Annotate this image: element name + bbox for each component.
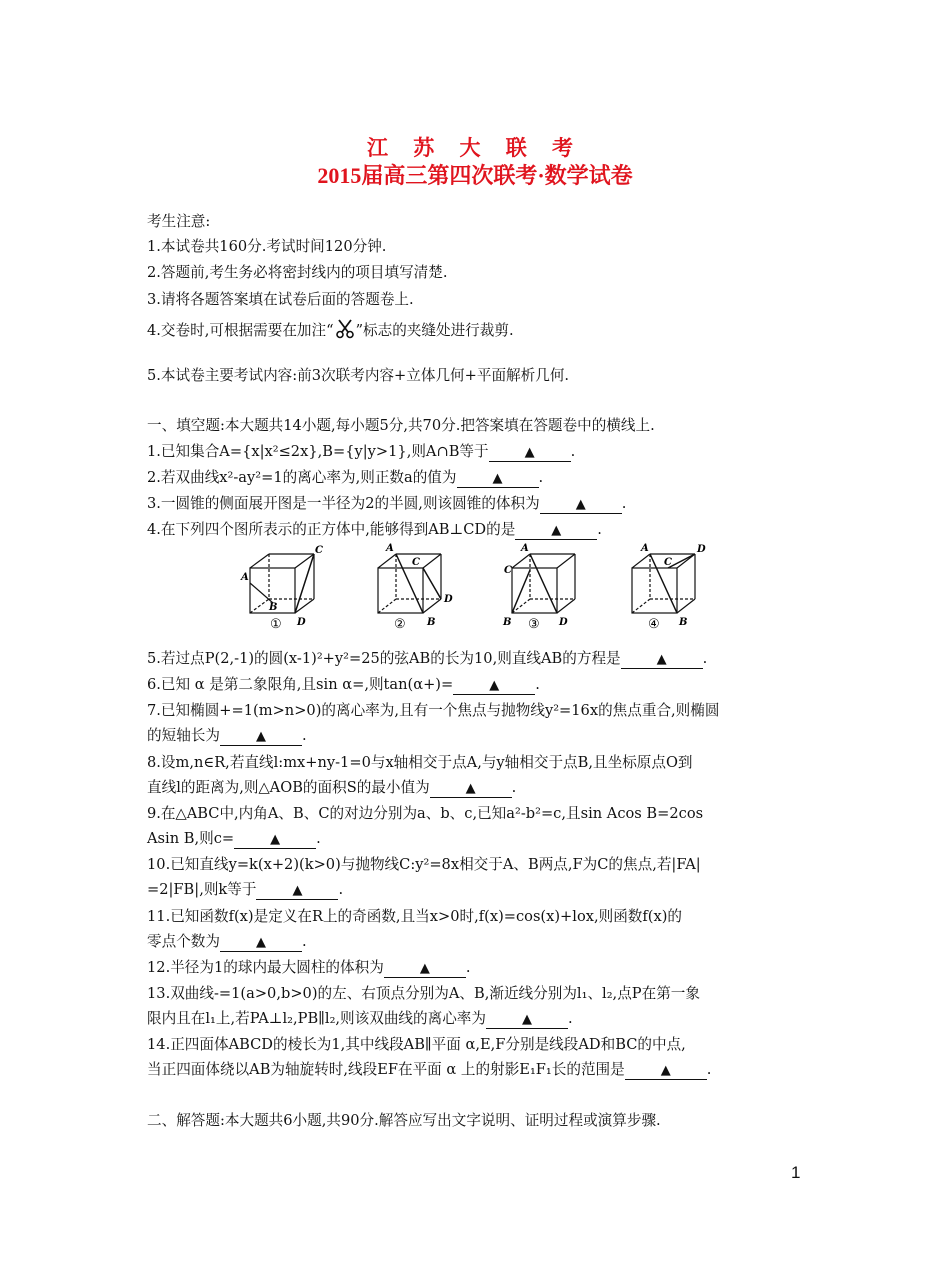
figure-label: C <box>664 557 672 568</box>
figure-label: B <box>503 617 512 628</box>
answer-blank: ▲ <box>234 832 316 849</box>
question-7-line2: 的短轴长为 ▲ . <box>147 727 307 744</box>
question-14-line2: 当正四面体绕以AB为轴旋转时,线段EF在平面 α 上的射影E₁F₁长的范围是 ▲ . <box>147 1061 712 1078</box>
question-4: 4.在下列四个图所表示的正方体中,能够得到AB⊥CD的是 ▲ . <box>147 521 602 538</box>
figure-label: C <box>412 557 420 568</box>
figure-label: A <box>241 572 249 583</box>
notice-item-1: 1.本试卷共160分.考试时间120分钟. <box>147 238 387 255</box>
answer-blank: ▲ <box>457 471 539 488</box>
figure-label: D <box>697 544 706 555</box>
figure-label: D <box>297 617 306 628</box>
question-2: 2.若双曲线x²-ay²=1的离心率为,则正数a的值为 ▲ . <box>147 469 544 486</box>
question-9-line2: Asin B,则c= ▲ . <box>147 830 321 847</box>
figure-number: ① <box>270 617 282 632</box>
answer-blank: ▲ <box>220 729 302 746</box>
cube-figures <box>236 540 716 632</box>
cube-figure-3 <box>502 540 586 632</box>
figure-label: C <box>315 545 323 556</box>
notice-item-5: 5.本试卷主要考试内容:前3次联考内容+立体几何+平面解析几何. <box>147 367 570 384</box>
figure-label: D <box>444 594 453 605</box>
question-13-line2: 限内且在l₁上,若PA⊥l₂,PB∥l₂,则该双曲线的离心率为 ▲ . <box>147 1010 573 1027</box>
question-14-line1: 14.正四面体ABCD的棱长为1,其中线段AB∥平面 α,E,F分别是线段AD和BC的中点, <box>147 1036 686 1053</box>
figure-label: D <box>559 617 568 628</box>
answer-blank: ▲ <box>220 935 302 952</box>
figure-number: ② <box>394 617 406 632</box>
answer-blank: ▲ <box>621 652 703 669</box>
question-7-line1: 7.已知椭圆+=1(m>n>0)的离心率为,且有一个焦点与抛物线y²=16x的焦点重合,则椭圆 <box>147 702 720 719</box>
question-9-line1: 9.在△ABC中,内角A、B、C的对边分别为a、b、c,已知a²-b²=c,且sin Acos B=2cos <box>147 805 704 822</box>
section2-heading: 二、解答题:本大题共6小题,共90分.解答应写出文字说明、证明过程或演算步骤. <box>147 1112 661 1129</box>
answer-blank: ▲ <box>515 523 597 540</box>
question-11-line1: 11.已知函数f(x)是定义在R上的奇函数,且当x>0时,f(x)=cos(x)+lox,则函数f(x)的 <box>147 908 682 925</box>
section1-heading: 一、填空题:本大题共14小题,每小题5分,共70分.把答案填在答题卷中的横线上. <box>147 417 655 434</box>
scissors-icon <box>334 319 356 339</box>
figure-number: ③ <box>528 617 540 632</box>
answer-blank: ▲ <box>384 961 466 978</box>
figure-number: ④ <box>648 617 660 632</box>
cube-figure-4 <box>628 540 712 632</box>
page-number: 1 <box>791 1163 801 1182</box>
notice-item-3: 3.请将各题答案填在试卷后面的答题卷上. <box>147 291 414 308</box>
cube-figure-2 <box>370 540 454 632</box>
figure-label: B <box>679 617 688 628</box>
question-10-line2: =2|FB|,则k等于 ▲ . <box>147 881 344 898</box>
question-10-line1: 10.已知直线y=k(x+2)(k>0)与抛物线C:y²=8x相交于A、B两点,F为C的焦点,若|FA| <box>147 856 701 873</box>
question-3: 3.一圆锥的侧面展开图是一半径为2的半圆,则该圆锥的体积为 ▲ . <box>147 495 627 512</box>
question-5: 5.若过点P(2,-1)的圆(x-1)²+y²=25的弦AB的长为10,则直线AB的方程是 ▲ . <box>147 650 708 667</box>
answer-blank: ▲ <box>430 781 512 798</box>
question-6: 6.已知 α 是第二象限角,且sin α=,则tan(α+)= ▲ . <box>147 676 540 693</box>
figure-label: B <box>427 617 436 628</box>
cube-figure-1 <box>236 540 323 632</box>
answer-blank: ▲ <box>540 497 622 514</box>
answer-blank: ▲ <box>486 1012 568 1029</box>
answer-blank: ▲ <box>489 445 571 462</box>
exam-title-line2: 2015届高三第四次联考·数学试卷 <box>317 163 633 188</box>
question-11-line2: 零点个数为 ▲ . <box>147 933 307 950</box>
figure-label: B <box>269 602 278 613</box>
answer-blank: ▲ <box>256 883 338 900</box>
answer-blank: ▲ <box>453 678 535 695</box>
figure-label: A <box>641 543 649 554</box>
notice-item-4 <box>147 319 514 341</box>
notice-item-4-part1: 4.交卷时,可根据需要在加注“ <box>147 322 334 339</box>
answer-blank: ▲ <box>625 1063 707 1080</box>
figure-label: C <box>504 565 512 576</box>
question-13-line1: 13.双曲线-=1(a>0,b>0)的左、右顶点分别为A、B,渐近线分别为l₁、l₂,点P在第一象 <box>147 985 700 1002</box>
figure-label: A <box>386 543 394 554</box>
question-8-line2: 直线l的距离为,则△AOB的面积S的最小值为 ▲ . <box>147 779 517 796</box>
question-8-line1: 8.设m,n∈R,若直线l:mx+ny-1=0与x轴相交于点A,与y轴相交于点B,且坐标原点O到 <box>147 754 693 771</box>
question-1: 1.已知集合A={x|x²≤2x},B={y|y>1},则A∩B等于 ▲ . <box>147 443 576 460</box>
exam-title-line1: 江 苏 大 联 考 <box>367 136 583 160</box>
question-12: 12.半径为1的球内最大圆柱的体积为 ▲ . <box>147 959 471 976</box>
notice-heading: 考生注意: <box>147 213 211 230</box>
notice-item-2: 2.答题前,考生务必将密封线内的项目填写清楚. <box>147 264 448 281</box>
notice-item-4-part2: ”标志的夹缝处进行裁剪. <box>355 322 514 339</box>
figure-label: A <box>521 543 529 554</box>
